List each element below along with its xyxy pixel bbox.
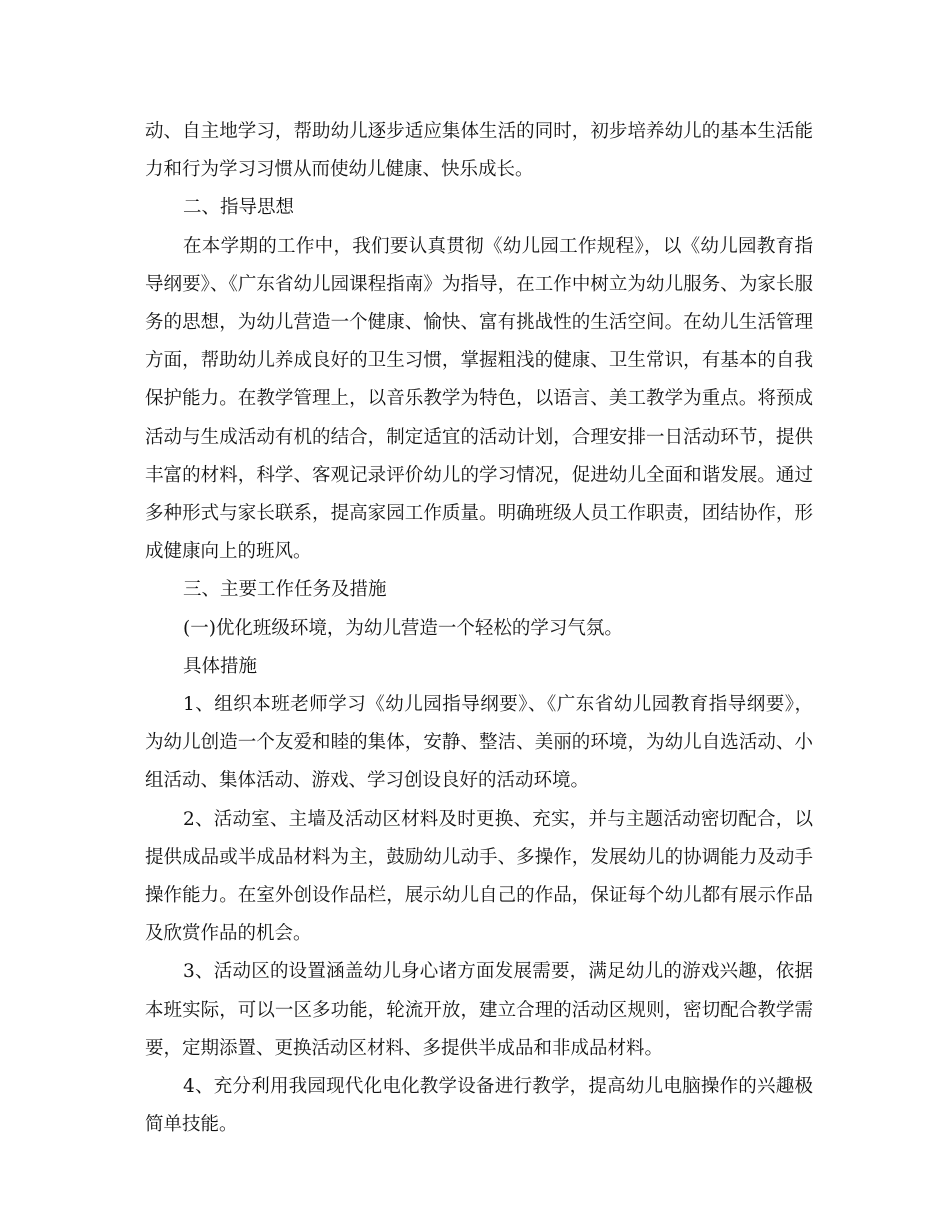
paragraph-guiding-ideology: 在本学期的工作中，我们要认真贯彻《幼儿园工作规程》，以《幼儿园教育指导纲要》、《广东省幼儿园课程指南》为指导，在工作中树立为幼儿服务、为家长服务的思想，为幼儿营造一个健康、愉快、富有挑战性的生活空间。在幼儿生活管理方面，帮助幼儿养成良好的卫生习惯，掌握粗浅的健康、卫生常识，有基本的自我保护能力。在教学管理上，以音乐教学为特色，以语言、美工教学为重点。将预成活动与生成活动有机的结合，制定适宜的活动计划，合理安排一日活动环节，提供丰富的材料，科学、客观记录评价幼儿的学习情况，促进幼儿全面和谐发展。通过多种形式与家长联系，提高家园工作质量。明确班级人员工作职责，团结协作，形成健康向上的班风。 (145, 235, 813, 563)
section-heading-main-tasks: 三、主要工作任务及措施 (183, 579, 387, 601)
measure-item-3: 3、活动区的设置涵盖幼儿身心诸方面发展需要，满足幼儿的游戏兴趣，依据本班实际，可以一区多功能，轮流开放，建立合理的活动区规则，密切配合教学需要，定期添置、更换活动区材料、多提供半成品和非成品材料。 (145, 961, 813, 1059)
paragraph-continuation: 动、自主地学习，帮助幼儿逐步适应集体生活的同时，初步培养幼儿的基本生活能力和行为学习习惯从而使幼儿健康、快乐成长。 (145, 121, 813, 181)
section-heading-guiding-ideology: 二、指导思想 (183, 197, 295, 219)
measure-item-2: 2、活动室、主墙及活动区材料及时更换、充实，并与主题活动密切配合，以提供成品或半成品材料为主，鼓励幼儿动手、多操作，发展幼儿的协调能力及动手操作能力。在室外创设作品栏，展示幼儿自己的作品，保证每个幼儿都有展示作品及欣赏作品的机会。 (145, 808, 813, 945)
measures-heading: 具体措施 (183, 655, 258, 677)
measure-item-1: 1、组织本班老师学习《幼儿园指导纲要》、《广东省幼儿园教育指导纲要》，为幼儿创造一个友爱和睦的集体，安静、整洁、美丽的环境，为幼儿自选活动、小组活动、集体活动、游戏、学习创设良好的活动环境。 (145, 694, 813, 792)
subsection-heading-optimize-environment: (一)优化班级环境，为幼儿营造一个轻松的学习气氛。 (183, 617, 623, 639)
document-body (145, 113, 813, 1144)
measure-item-4: 4、充分利用我园现代化电化教学设备进行教学，提高幼儿电脑操作的兴趣极简单技能。 (145, 1076, 813, 1136)
